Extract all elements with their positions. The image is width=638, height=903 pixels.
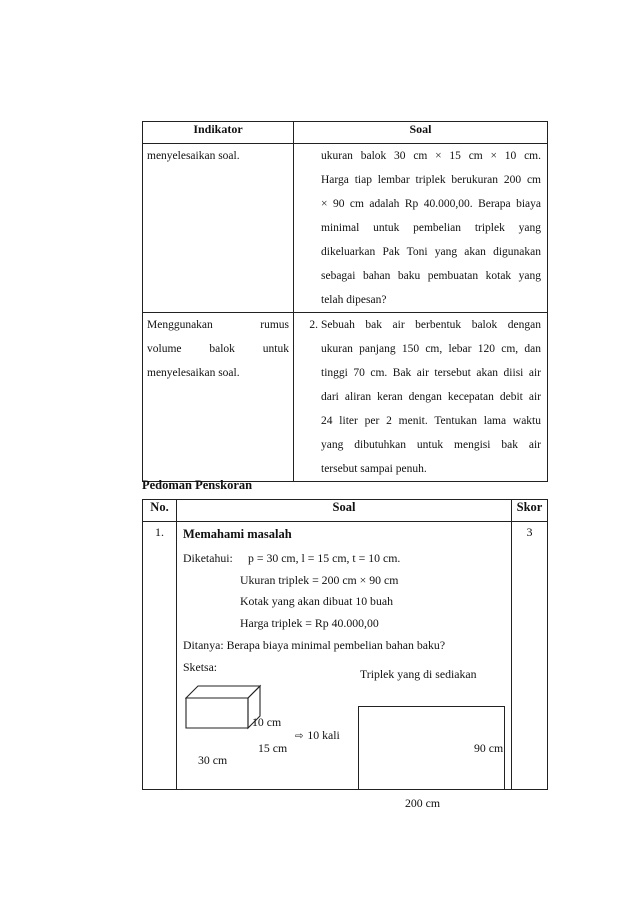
sketsa-label: Sketsa:	[183, 660, 218, 674]
box-height-label: 10 cm	[252, 715, 282, 729]
indikator-cell	[143, 144, 294, 313]
header-soal: Soal	[177, 500, 512, 522]
diketahui-triplek-size: Ukuran triplek = 200 cm × 90 cm	[240, 573, 399, 587]
table-row	[143, 144, 548, 313]
diketahui-price: Harga triplek = Rp 40.000,00	[240, 616, 379, 630]
ditanya-text: Ditanya: Berapa biaya minimal pembelian bahan baku?	[183, 638, 446, 652]
sheet-height-label: 90 cm	[474, 741, 504, 755]
sheet-width-label: 200 cm	[405, 796, 441, 810]
triplek-caption: Triplek yang di sediakan	[360, 667, 477, 681]
diketahui-label: Diketahui:	[183, 551, 233, 565]
row-number: 1.	[143, 522, 177, 790]
times-note: ⇨ 10 kali	[295, 728, 340, 742]
soal-text: Sebuah bak air berbentuk balok dengan ukuran panjang 150 cm, lebar 120 cm, dan tinggi 70 cm. Bak air tersebut akan diisi air dari aliran keran dengan kecepatan debit air 24 liter per 2 menit. Tentukan lama waktu yang dibutuhkan untuk mengisi bak air tersebut sampai penuh.	[321, 319, 541, 475]
score-cell: 3	[512, 522, 548, 790]
soal-table	[142, 121, 548, 482]
table-row	[143, 522, 548, 790]
diketahui-box-count: Kotak yang akan dibuat 10 buah	[240, 594, 393, 608]
soal-cell	[294, 144, 548, 313]
soal-text: ukuran balok 30 cm × 15 cm × 10 cm. Harga tiap lembar triplek berukuran 200 cm × 90 cm adalah Rp 40.000,00. Berapa biaya minimal untuk pembelian triplek yang dikeluarkan Pak Toni yang akan digunakan sebagai bahan baku pembuatan kotak yang telah dipesan?	[321, 150, 541, 306]
soal-number: 2.	[309, 319, 318, 331]
soal-cell	[294, 313, 548, 482]
box-length-label: 30 cm	[198, 753, 228, 767]
indikator-text: menyelesaikan soal.	[147, 150, 240, 162]
answer-heading: Memahami masalah	[183, 527, 292, 541]
section-title: Pedoman Penskoran	[142, 478, 253, 492]
table-header-row	[143, 122, 548, 144]
table-header-row	[143, 500, 548, 522]
header-soal: Soal	[294, 122, 548, 144]
arrow-right-icon: ⇨	[295, 731, 304, 742]
box-width-label: 15 cm	[258, 741, 288, 755]
table-row	[143, 313, 548, 482]
header-no: No.	[143, 500, 177, 522]
indikator-cell: Menggunakan rumus volume balok untuk menyelesaikan soal.	[143, 313, 294, 482]
penskoran-table	[142, 499, 548, 810]
answer-cell	[177, 522, 512, 810]
header-skor: Skor	[512, 500, 548, 522]
diketahui-dimensions: p = 30 cm, l = 15 cm, t = 10 cm.	[248, 551, 401, 565]
header-indikator: Indikator	[143, 122, 294, 144]
